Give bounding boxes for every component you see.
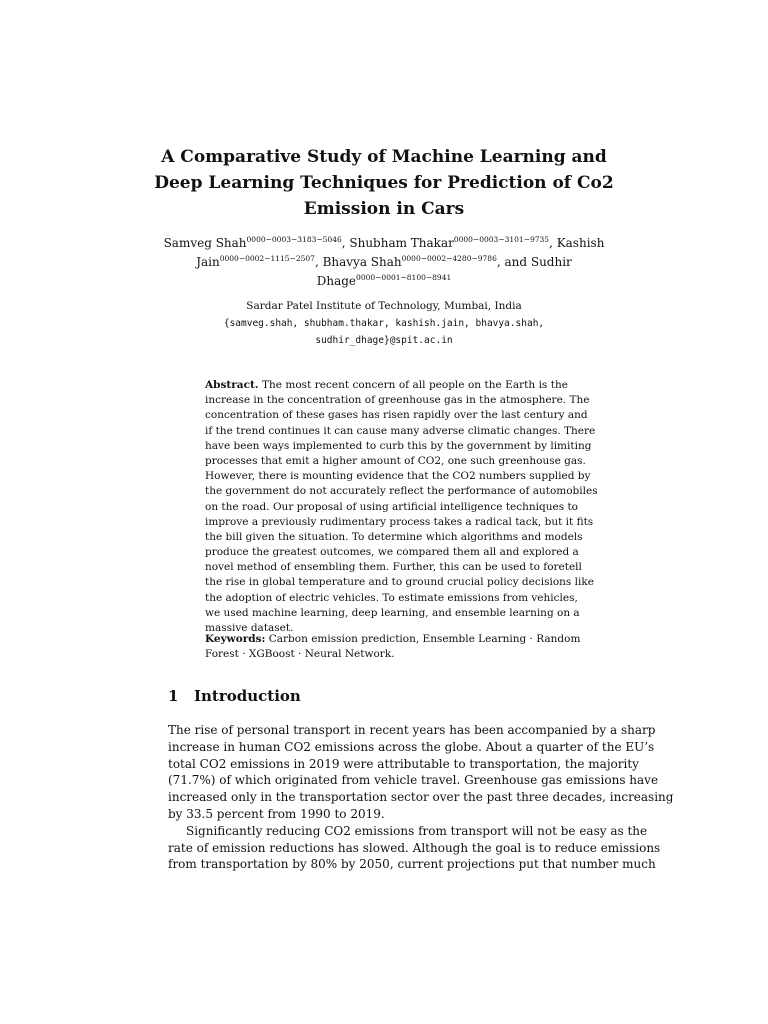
author-line: Jain$^{0000-0002-1115-2507}$, Bhavya Shah$^{0000-0002-4280-9786}$, and Sudhir — [196, 254, 572, 269]
abstract-line: have been ways implemented to curb this by the government by limiting — [205, 439, 592, 452]
body-line: Significantly reducing CO2 emissions from transport will not be easy as the — [186, 823, 648, 838]
introduction-body — [168, 722, 674, 873]
abstract-line: the adoption of electric vehicles. To estimate emissions from vehicles, — [205, 591, 578, 604]
section-heading — [168, 687, 301, 705]
author-line: Samveg Shah$^{0000-0003-3183-5046}$, Shubham Thakar$^{0000-0003-3101-9735}$, Kashish — [163, 235, 605, 250]
email-addresses: sudhir_dhage}@spit.ac.in — [315, 335, 453, 346]
abstract-line: concentration of these gases has risen rapidly over the last century and — [205, 409, 588, 422]
section-number: 1 — [168, 687, 179, 705]
abstract-line: produce the greatest outcomes, we compared them all and explored a — [205, 546, 579, 559]
abstract — [205, 378, 598, 636]
abstract-line: However, there is mounting evidence that the CO2 numbers supplied by — [205, 470, 591, 483]
abstract-line: increase in the concentration of greenhouse gas in the atmosphere. The — [205, 394, 590, 407]
email-addresses: {samveg.shah, shubham.thakar, kashish.jain, bhavya.shah, — [223, 318, 545, 329]
abstract-line: processes that emit a higher amount of CO2, one such greenhouse gas. — [205, 454, 586, 467]
paper-title — [150, 144, 618, 222]
institution: Sardar Patel Institute of Technology, Mumbai, India — [246, 300, 522, 312]
abstract-label: Abstract. — [205, 379, 259, 391]
abstract-line: the bill given the situation. To determine which algorithms and models — [205, 530, 583, 543]
author-line: Dhage$^{0000-0001-8100-8941}$ — [316, 273, 452, 288]
body-line: increase in human CO2 emissions across the globe. About a quarter of the EU’s — [168, 739, 655, 754]
title-line: A Comparative Study of Machine Learning and — [161, 147, 607, 167]
abstract-line: if the trend continues it can cause many adverse climatic changes. There — [205, 424, 596, 437]
body-line: increased only in the transportation sector over the past three decades, increasing — [168, 790, 674, 805]
section-title: Introduction — [194, 687, 301, 705]
abstract-line: on the road. Our proposal of using artificial intelligence techniques to — [205, 500, 578, 513]
affiliation — [170, 298, 598, 349]
body-line: by 33.5 percent from 1990 to 2019. — [168, 806, 385, 821]
abstract-line: the rise in global temperature and to ground crucial policy decisions like — [205, 576, 594, 589]
abstract-line: massive dataset. — [205, 622, 294, 634]
title-line: Deep Learning Techniques for Prediction of Co2 — [154, 173, 614, 193]
abstract-line: we used machine learning, deep learning, and ensemble learning on a — [205, 606, 580, 619]
keywords-line: Keywords: Carbon emission prediction, Ensemble Learning · Random — [205, 633, 581, 645]
abstract-line: the government do not accurately reflect the performance of automobiles — [205, 485, 598, 498]
keywords-line: Forest · XGBoost · Neural Network. — [205, 648, 395, 661]
abstract-line: novel method of ensembling them. Further, this can be used to foretell — [205, 561, 582, 574]
body-line: total CO2 emissions in 2019 were attributable to transportation, the majority — [168, 756, 639, 771]
body-line: rate of emission reductions has slowed. Although the goal is to reduce emissions — [168, 840, 661, 855]
body-line: (71.7%) of which originated from vehicle travel. Greenhouse gas emissions have — [168, 773, 659, 788]
keywords-label: Keywords: — [205, 633, 266, 645]
body-line: The rise of personal transport in recent years has been accompanied by a sharp — [168, 723, 656, 737]
body-line: from transportation by 80% by 2050, current projections put that number much — [168, 857, 656, 872]
keywords — [205, 632, 581, 662]
author-list — [160, 234, 608, 291]
abstract-line: improve a previously rudimentary process takes a radical tack, but it fits — [205, 515, 594, 528]
abstract-line: Abstract. The most recent concern of all people on the Earth is the — [205, 379, 568, 391]
title-line: Emission in Cars — [303, 199, 465, 219]
